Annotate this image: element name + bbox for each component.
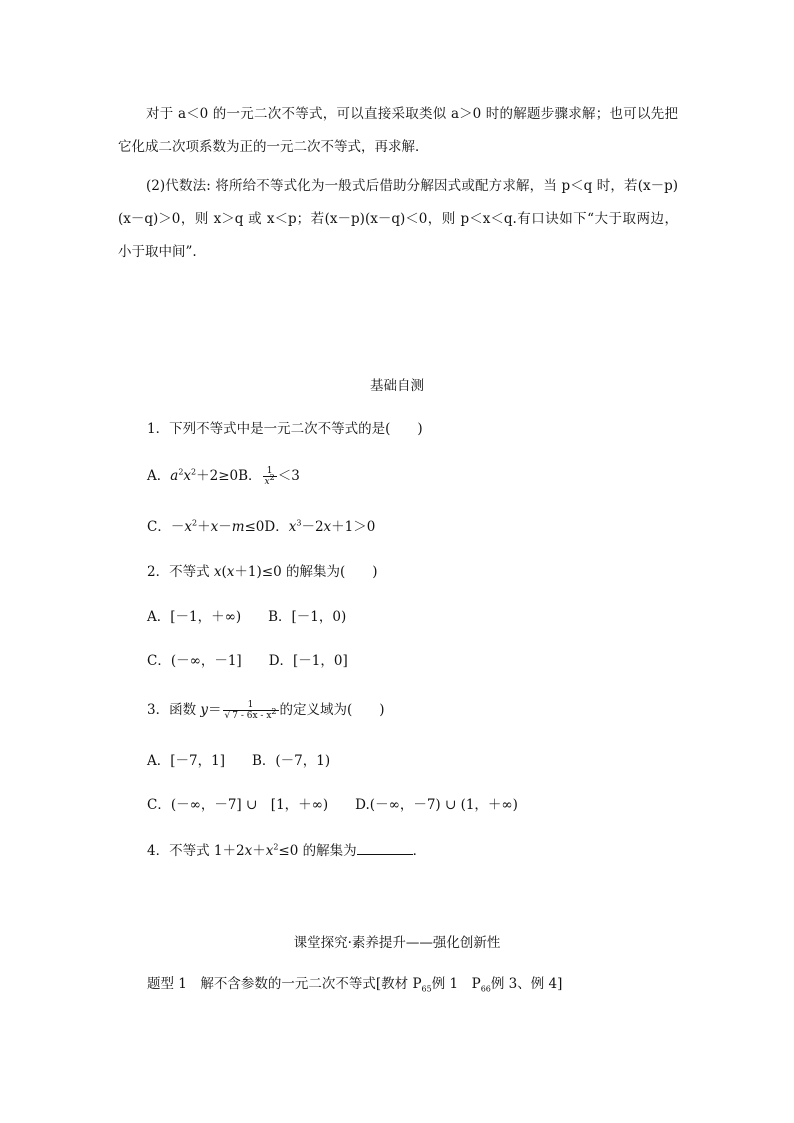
question-2-options-ab: A．[－1，＋∞) B．[－1，0) [147,609,347,625]
section-title-classroom-exploration: 课堂探究·素养提升——强化创新性 [293,935,501,951]
section-title-basic-self-test: 基础自测 [370,378,424,394]
intro-paragraph-1: 对于 a＜0 的一元二次不等式，可以直接采取类似 a＞0 时的解题步骤求解；也可以先把它化成二次项系数为正的一元二次不等式，再求解． [118,106,678,155]
question-3-options-cd: C．(－∞，－7] ∪ [1，＋∞) D.(－∞，－7) ∪ (1，＋∞) [147,797,518,813]
question-2-options-cd: C．(－∞，－1] D．[－1，0] [147,653,348,669]
question-1-stem: 1．下列不等式中是一元二次不等式的是( ) [147,421,423,437]
question-1-options-cd: C．$-x^2+x-m\le 0D$．$x^3-2x+1>0$ [147,518,376,535]
question-3-stem: 3．函数 y＝ $\frac{1}{√ 7 - 6x - x^2}$ 的定义域为( ) [147,700,385,721]
question-4-stem: 4．不等式 $1+2x+x^2\le 0$ 的解集为 ． [147,840,426,861]
question-1-options-ab: A．$a^2x^2+2\ge 0B$． $\frac{1}{x^2}$ ＜3 [147,466,300,487]
question-2-stem: 2．不等式 x(x＋1)≤0 的解集为( ) [147,564,378,580]
intro-paragraph-2: (2)代数法: 将所给不等式化为一般式后借助分解因式或配方求解，当 p＜q 时，若(x－p)(x－q)＞0，则 x＞q 或 x＜p；若(x－p)(x－q)＜0，则 p＜x＜q.有口诀如下“大于取两边，小于取中间”. [118,178,678,260]
topic-1-heading: 题型 1 解不含参数的一元二次不等式[教材 $P_{65}$例 1 $P_{66}$例 3、例 4] [147,976,563,994]
question-3-options-ab: A．[－7，1] B．(－7，1) [147,753,331,769]
